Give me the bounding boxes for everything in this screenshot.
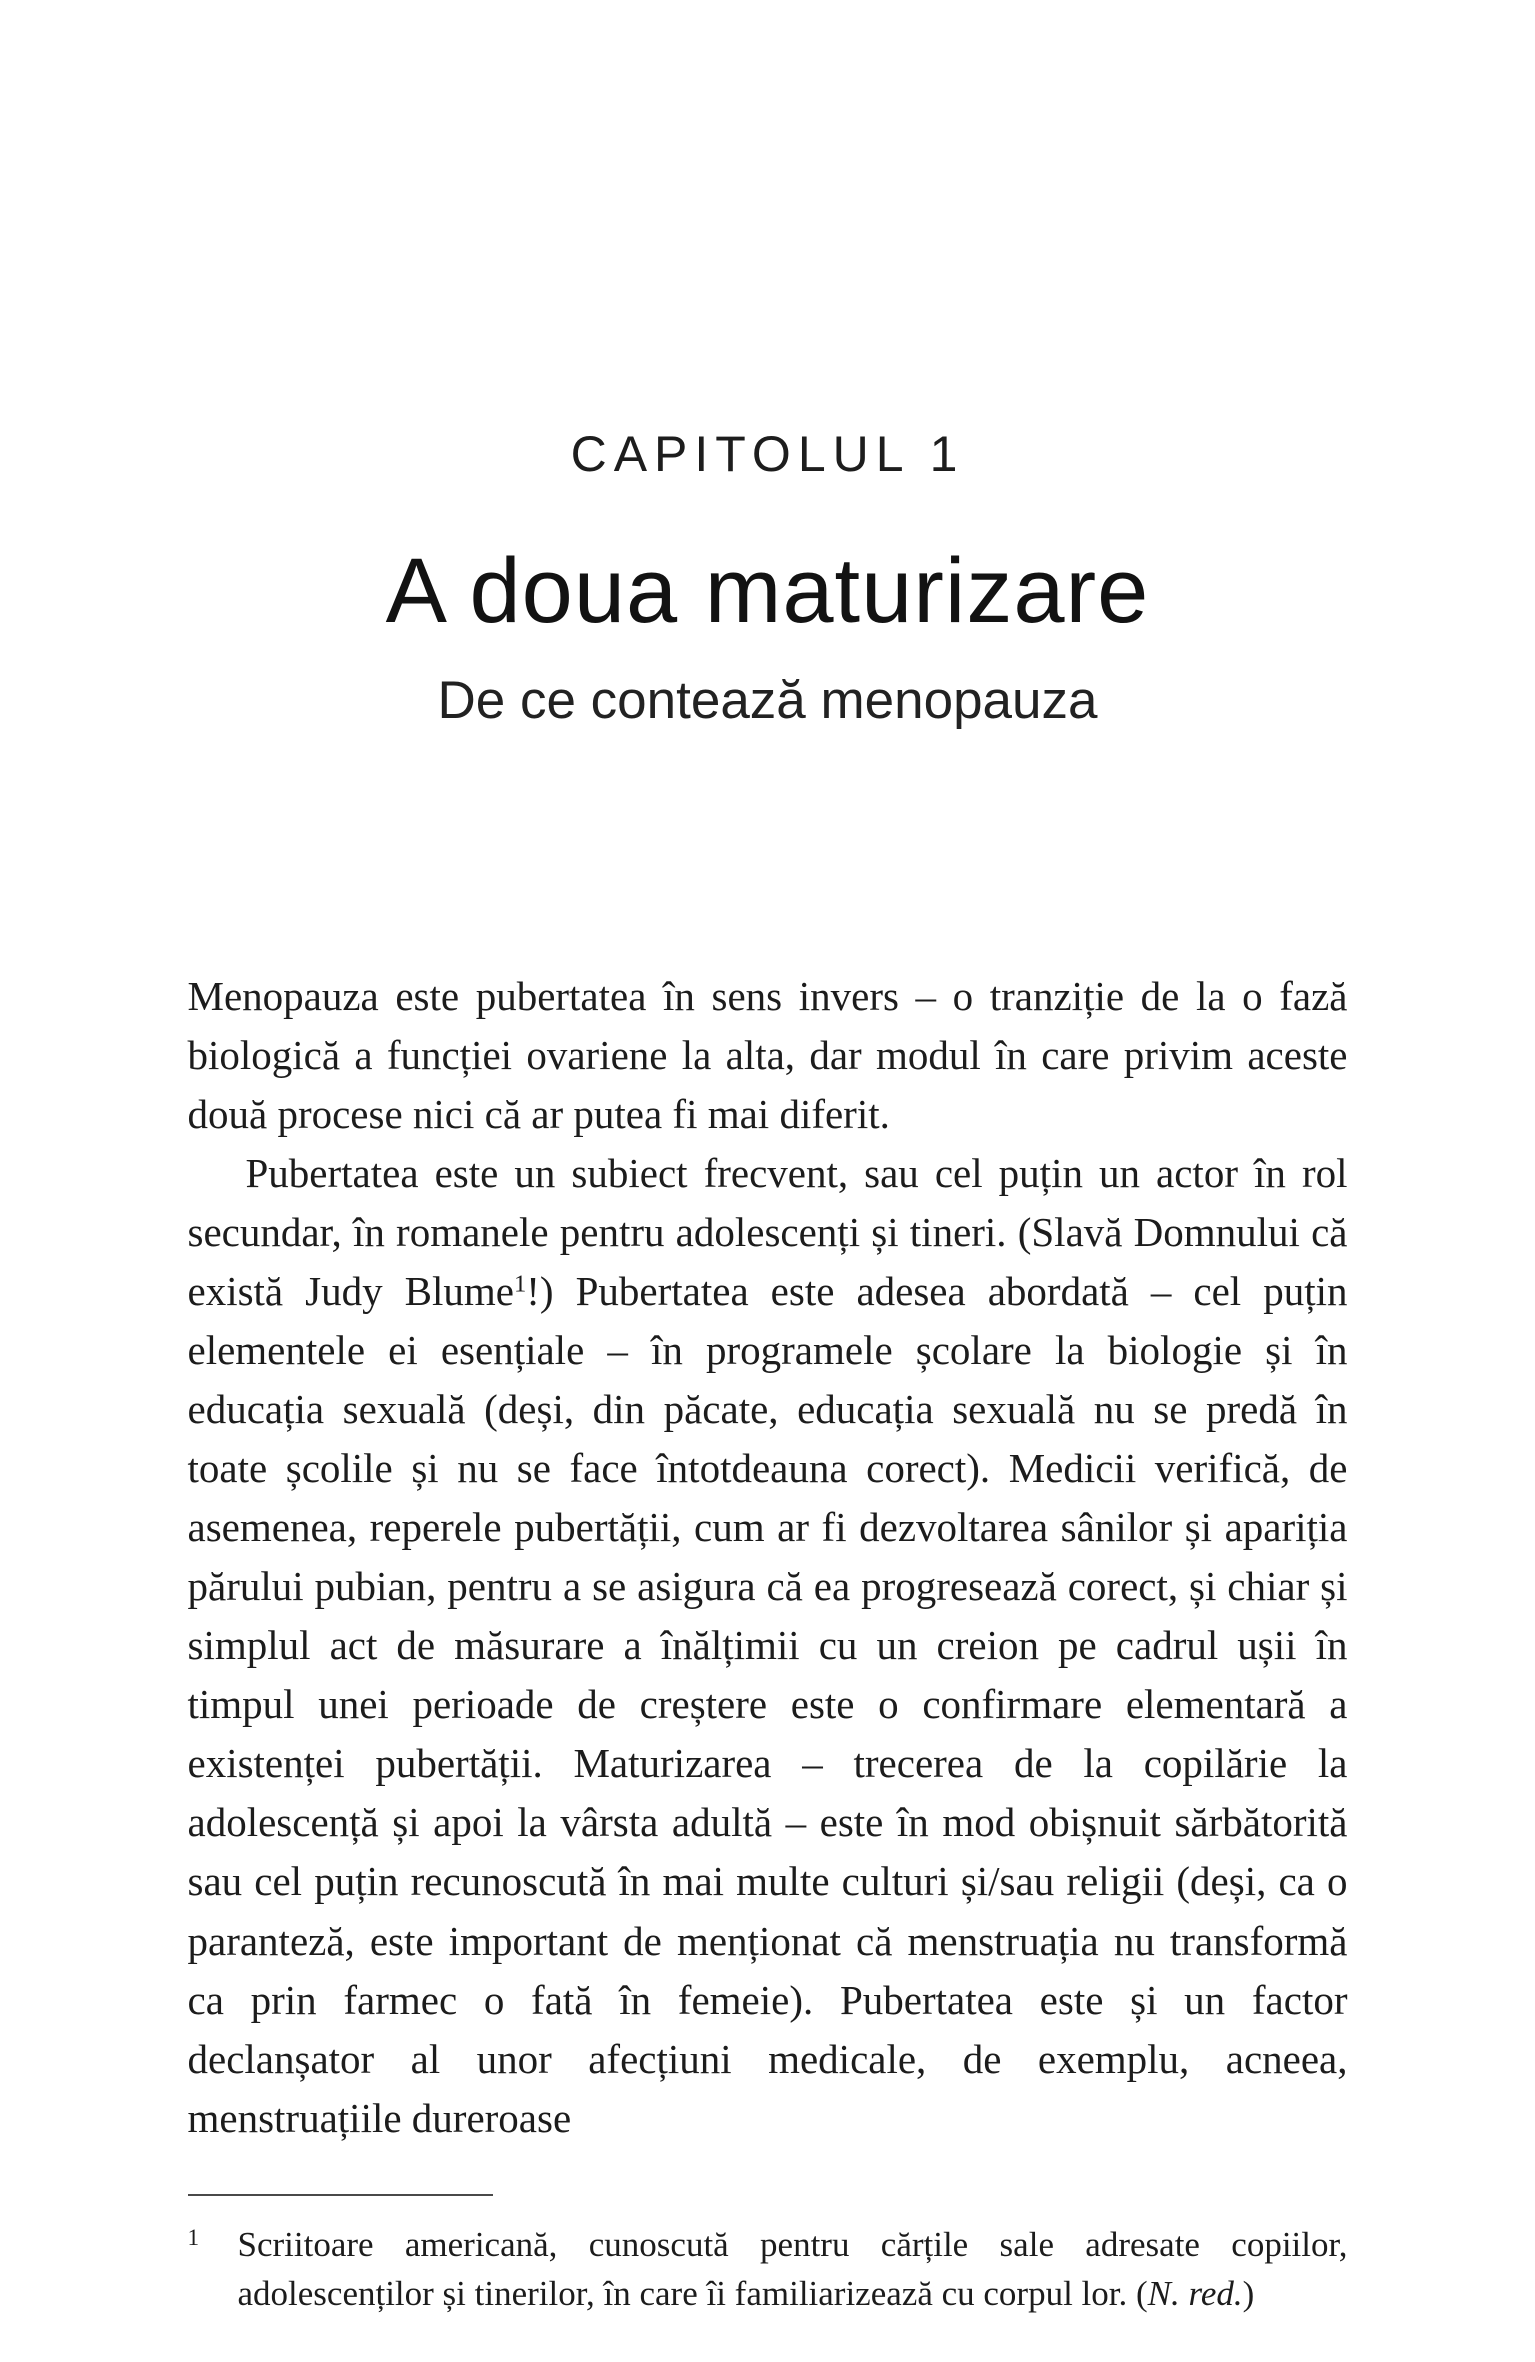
paragraph-text: Pubertatea este un subiect frecvent, sau cel puțin un actor în rol secundar, în romanele pentru adolescenți și tineri. (Slavă Domnului că există Judy Blume — [187, 1150, 1348, 1315]
footnote-text: Scriitoare americană, cunoscută pentru cărțile sale adresate copiilor, adolescenților și tinerilor, în care îi familiarizează cu corpul lor. ( — [237, 2224, 1348, 2314]
footnote-close: ) — [1242, 2274, 1255, 2314]
footnote — [188, 2220, 1348, 2319]
footnote-area — [188, 2194, 1348, 2319]
chapter-label: CAPITOLUL 1 — [570, 426, 965, 482]
footnote-reference: 1 — [513, 1270, 527, 1298]
footnote-marker: 1 — [187, 2224, 200, 2251]
text-column — [188, 0, 1348, 2319]
chapter-header — [188, 425, 1348, 731]
chapter-subtitle: De ce contează menopauza — [437, 671, 1098, 730]
body-paragraph — [188, 1144, 1348, 2148]
page-title: A doua maturizare — [385, 540, 1150, 642]
footnote-separator — [188, 2194, 493, 2196]
footnote-attribution: N. red. — [1147, 2274, 1243, 2314]
paragraph-text: !) Pubertatea este adesea abordată – cel puțin elementele ei esențiale – în programele școlare la biologie și în educația sexuală (deși, din păcate, educația sexuală nu se predă în toate școlile și nu se face întotdeauna corect). Medicii verifică, de asemenea, reperele pubertății, cum ar fi dezvoltarea sânilor și apariția părului pubian, pentru a se asigura că ea progresează corect, și chiar și simplul act de măsurare a înălțimii cu un creion pe cadrul ușii în timpul unei perioade de creștere este o confirmare elementară a existenței pubertății. Maturizarea – trecerea de la copilărie la adolescență și apoi la vârsta adultă – este în mod obișnuit sărbătorită sau cel puțin recunoscută în mai multe culturi și/sau religii (deși, ca o paranteză, este important de menționat că menstruația nu transformă ca prin farmec o fată în femeie). Pubertatea este și un factor declanșator al unor afecțiuni medicale, de exemplu, acneea, menstruațiile dureroase — [187, 1268, 1348, 2141]
body-text — [188, 967, 1348, 2148]
body-paragraph: Menopauza este pubertatea în sens invers – o tranziție de la o fază biologică a funcției ovariene la alta, dar modul în care privim aceste două procese nici că ar putea fi mai diferit. — [187, 973, 1348, 1138]
